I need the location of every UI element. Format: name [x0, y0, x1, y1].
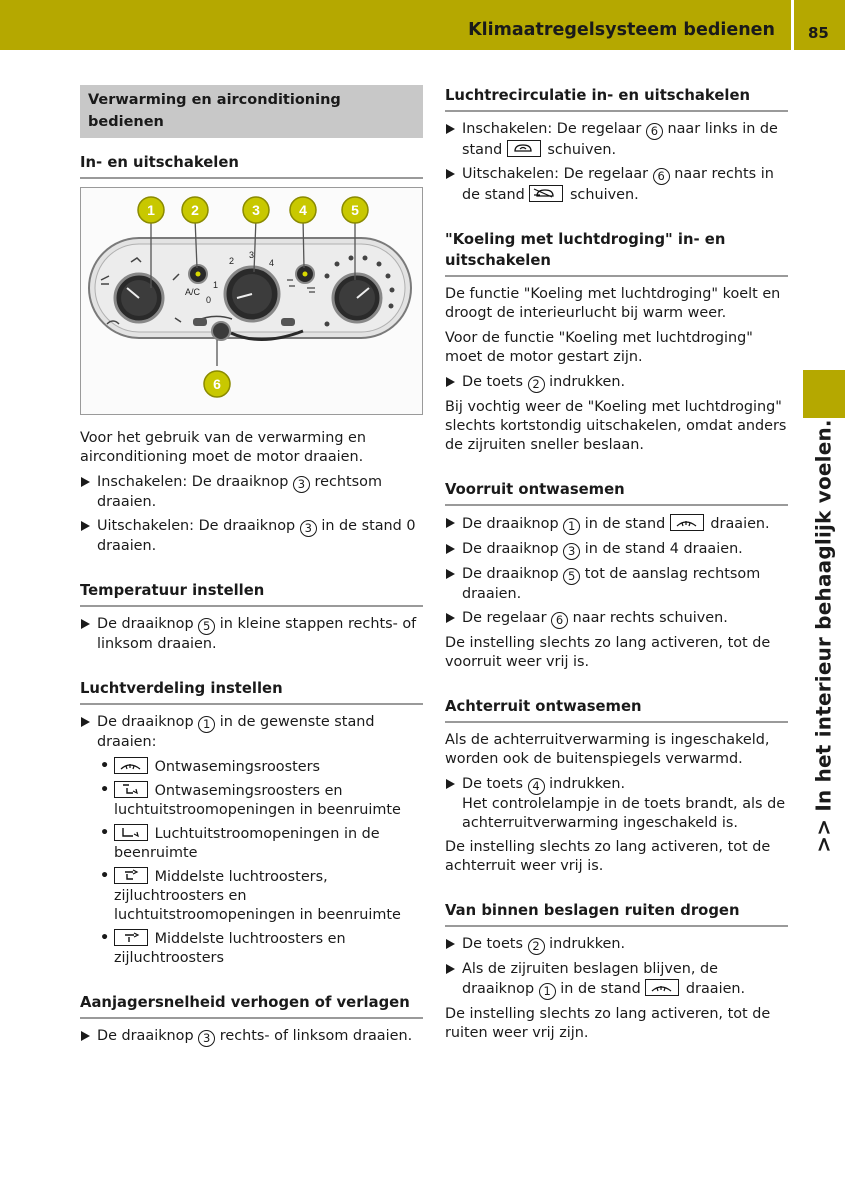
- ref-6: 6: [551, 612, 568, 629]
- vents-footwell-icon: [114, 867, 148, 884]
- air-distribution-step: De draaiknop 1 in de gewenste stand draaien:: [80, 713, 423, 752]
- windscreen-step-1: De draaiknop 1 in de stand draaien.: [445, 514, 788, 535]
- ref-3: 3: [293, 476, 310, 493]
- dry-step-1: De toets 2 indrukken.: [445, 935, 788, 955]
- label-ac: A/C: [185, 287, 201, 297]
- recirculation-on-icon: [507, 140, 541, 157]
- cooling-press-step: De toets 2 indrukken.: [445, 373, 788, 393]
- vents-icon: [114, 929, 148, 946]
- svg-text:2: 2: [191, 202, 199, 218]
- ref-6: 6: [646, 123, 663, 140]
- windscreen-heading: Voorruit ontwasemen: [445, 479, 788, 506]
- label-four: 4: [269, 258, 275, 268]
- rear-window-press-step: De toets 4 indrukken. Het controlelampje in de toets brandt, als de achterruitverwarming ingeschakeld is.: [445, 775, 788, 833]
- svg-text:4: 4: [299, 202, 307, 218]
- ref-3: 3: [563, 543, 580, 560]
- svg-text:3: 3: [252, 202, 260, 218]
- dist-option-vents: • Middelste luchtroosters en zijluchtroosters: [80, 929, 423, 968]
- right-column: [445, 85, 788, 1049]
- cooling-text-1: De functie "Koeling met luchtdroging" koelt en droogt de interieurlucht bij warm weer.: [445, 286, 781, 321]
- callout-5: [342, 197, 368, 223]
- callout-1: [138, 197, 164, 223]
- page-number: 85: [808, 24, 829, 42]
- label-two: 2: [229, 256, 235, 266]
- switch-off-step: Uitschakelen: De draaiknop 3 in de stand 0 draaien.: [80, 517, 423, 556]
- recirc-off-step: Uitschakelen: De regelaar 6 naar rechts in de stand schuiven.: [445, 165, 788, 205]
- dist-option-defrost-footwell: • Ontwasemingsroosters en luchtuitstroomopeningen in beenruimte: [80, 781, 423, 820]
- windscreen-note: De instelling slechts zo lang activeren, tot de voorruit weer vrij is.: [445, 635, 771, 670]
- ref-2: 2: [528, 376, 545, 393]
- fresh-air-icon: [529, 185, 563, 202]
- switch-heading: In- en uitschakelen: [80, 152, 423, 179]
- cooling-heading: "Koeling met luchtdroging" in- en uitschakelen: [445, 229, 788, 277]
- ref-5: 5: [563, 568, 580, 585]
- callout-4: [290, 197, 316, 223]
- header-divider: [791, 0, 794, 50]
- rear-window-heading: Achterruit ontwasemen: [445, 696, 788, 723]
- ref-3: 3: [198, 1030, 215, 1047]
- rear-window-text: Als de achterruitverwarming is ingeschakeld, worden ook de buitenspiegels verwarmd.: [445, 732, 770, 767]
- ref-3: 3: [300, 520, 317, 537]
- cooling-text-2: Voor de functie "Koeling met luchtdroging" moet de motor gestart zijn.: [445, 330, 753, 365]
- windscreen-step-2: De draaiknop 3 in de stand 4 draaien.: [445, 540, 788, 560]
- temperature-step: De draaiknop 5 in kleine stappen rechts- of linksom draaien.: [80, 615, 423, 654]
- svg-text:1: 1: [147, 202, 155, 218]
- dry-note: De instelling slechts zo lang activeren, tot de ruiten weer vrij zijn.: [445, 1006, 771, 1041]
- climate-panel-figure: [80, 187, 423, 415]
- air-distribution-heading: Luchtverdeling instellen: [80, 678, 423, 705]
- dist-option-defrost: • Ontwasemingsroosters: [80, 757, 423, 777]
- svg-text:6: 6: [213, 376, 221, 392]
- callout-3: [243, 197, 269, 223]
- defrost-icon: [645, 979, 679, 996]
- ref-6: 6: [653, 168, 670, 185]
- ref-1: 1: [198, 716, 215, 733]
- svg-text:5: 5: [351, 202, 359, 218]
- fan-speed-step: De draaiknop 3 rechts- of linksom draaien.: [80, 1027, 423, 1047]
- fan-speed-heading: Aanjagersnelheid verhogen of verlagen: [80, 992, 423, 1019]
- footwell-icon: [114, 824, 148, 841]
- cooling-text-3: Bij vochtig weer de "Koeling met luchtdroging" slechts kortstondig uitschakelen, omdat anders de zijruiten sneller beslaan.: [445, 399, 787, 453]
- chapter-title: Klimaatregelsysteem bedienen: [468, 20, 775, 40]
- label-one: 1: [213, 280, 219, 290]
- ref-4: 4: [528, 778, 545, 795]
- left-column: [80, 85, 423, 1052]
- temperature-heading: Temperatuur instellen: [80, 580, 423, 607]
- defrost-icon: [670, 514, 704, 531]
- dist-option-vents-footwell: • Middelste luchtroosters, zijluchtroosters en luchtuitstroomopeningen in beenruimte: [80, 867, 423, 925]
- callout-6: [204, 371, 230, 397]
- defrost-icon: [114, 757, 148, 774]
- ref-1: 1: [539, 983, 556, 1000]
- callout-2: [182, 197, 208, 223]
- intro-text: Voor het gebruik van de verwarming en airconditioning moet de motor draaien.: [80, 430, 367, 465]
- ref-5: 5: [198, 618, 215, 635]
- side-tab-marker: [803, 370, 845, 418]
- label-three: 3: [249, 250, 255, 260]
- section-title: Verwarming en airconditioning bedienen: [80, 85, 423, 138]
- dist-option-footwell: • Luchtuitstroomopeningen in de beenruimte: [80, 824, 423, 863]
- switch-on-step: Inschakelen: De draaiknop 3 rechtsom draaien.: [80, 473, 423, 512]
- rear-window-note: De instelling slechts zo lang activeren, tot de achterruit weer vrij is.: [445, 839, 771, 874]
- windscreen-step-4: De regelaar 6 naar rechts schuiven.: [445, 609, 788, 629]
- windscreen-step-3: De draaiknop 5 tot de aanslag rechtsom draaien.: [445, 565, 788, 604]
- ref-2: 2: [528, 938, 545, 955]
- climate-panel-illustration: [81, 188, 424, 416]
- recirculation-heading: Luchtrecirculatie in- en uitschakelen: [445, 85, 788, 112]
- side-tab-label: >> In het interieur behaaglijk voelen.: [811, 419, 836, 853]
- recirc-on-step: Inschakelen: De regelaar 6 naar links in de stand schuiven.: [445, 120, 788, 160]
- label-zero: 0: [206, 295, 212, 305]
- defrost-footwell-icon: [114, 781, 148, 798]
- ref-1: 1: [563, 518, 580, 535]
- side-tab[interactable]: [803, 419, 845, 853]
- dry-step-2: Als de zijruiten beslagen blijven, de draaiknop 1 in de stand draaien.: [445, 960, 788, 1000]
- dry-windows-heading: Van binnen beslagen ruiten drogen: [445, 900, 788, 927]
